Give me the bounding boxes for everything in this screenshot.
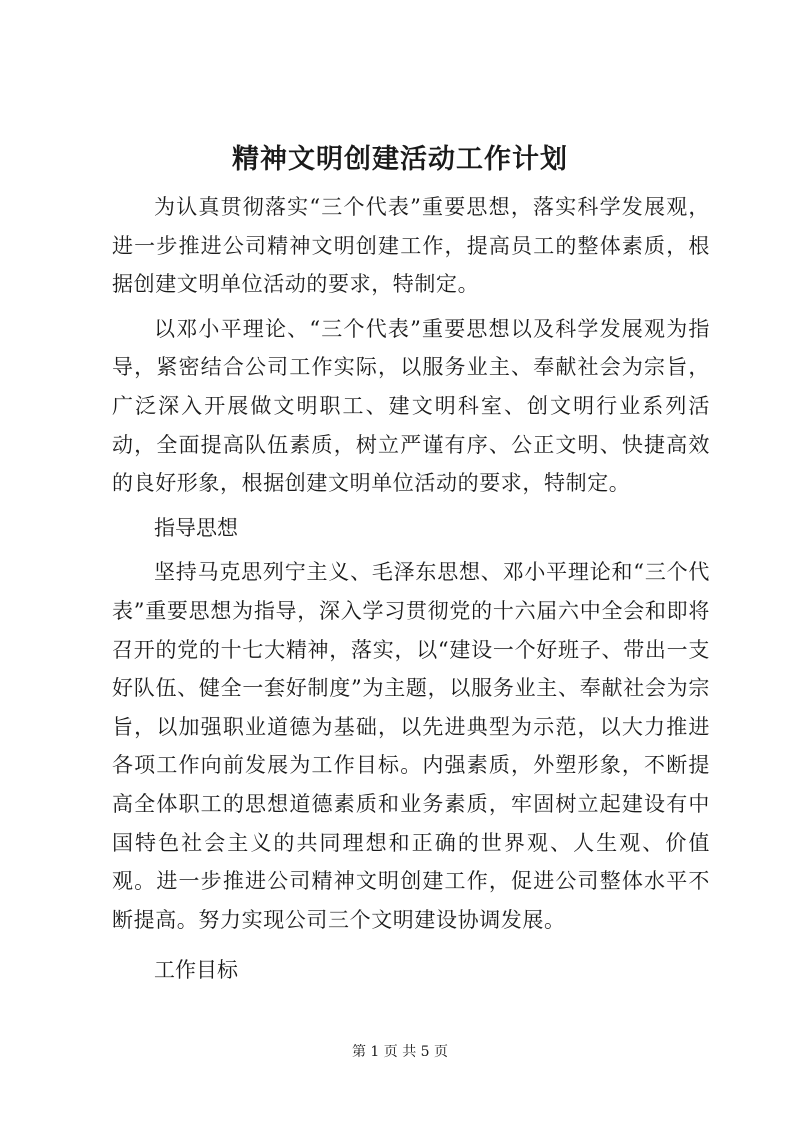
intro-paragraph: 为认真贯彻落实“三个代表”重要思想，落实科学发展观，进一步推进公司精神文明创建工作，提高员工的整体素质，根据创建文明单位活动的要求，特制定。: [112, 195, 710, 297]
document-title: 精神文明创建活动工作计划: [232, 144, 568, 175]
page-number-footer: 第 1 页 共 5 页: [351, 1044, 449, 1060]
document-body: [112, 188, 710, 990]
section-heading-work-goals: 工作目标: [154, 958, 238, 983]
section-heading-guiding-ideology: 指导思想: [154, 515, 238, 540]
principle-paragraph: 以邓小平理论、“三个代表”重要思想以及科学发展观为指导，紧密结合公司工作实际，以服务业主、奉献社会为宗旨，广泛深入开展做文明职工、建文明科室、创文明行业系列活动，全面提高队伍素质，树立严谨有序、公正文明、快捷高效的良好形象，根据创建文明单位活动的要求，特制定。: [112, 316, 710, 496]
guiding-ideology-paragraph: 坚持马克思列宁主义、毛泽东思想、邓小平理论和“三个代表”重要思想为指导，深入学习贯彻党的十六届六中全会和即将召开的党的十七大精神，落实，以“建设一个好班子、带出一支好队伍、健全一套好制度”为主题，以服务业主、奉献社会为宗旨，以加强职业道德为基础，以先进典型为示范，以大力推进各项工作向前发展为工作目标。内强素质，外塑形象，不断提高全体职工的思想道德素质和业务素质，牢固树立起建设有中国特色社会主义的共同理想和正确的世界观、人生观、价值观。进一步推进公司精神文明创建工作，促进公司整体水平不断提高。努力实现公司三个文明建设协调发展。: [112, 560, 710, 932]
